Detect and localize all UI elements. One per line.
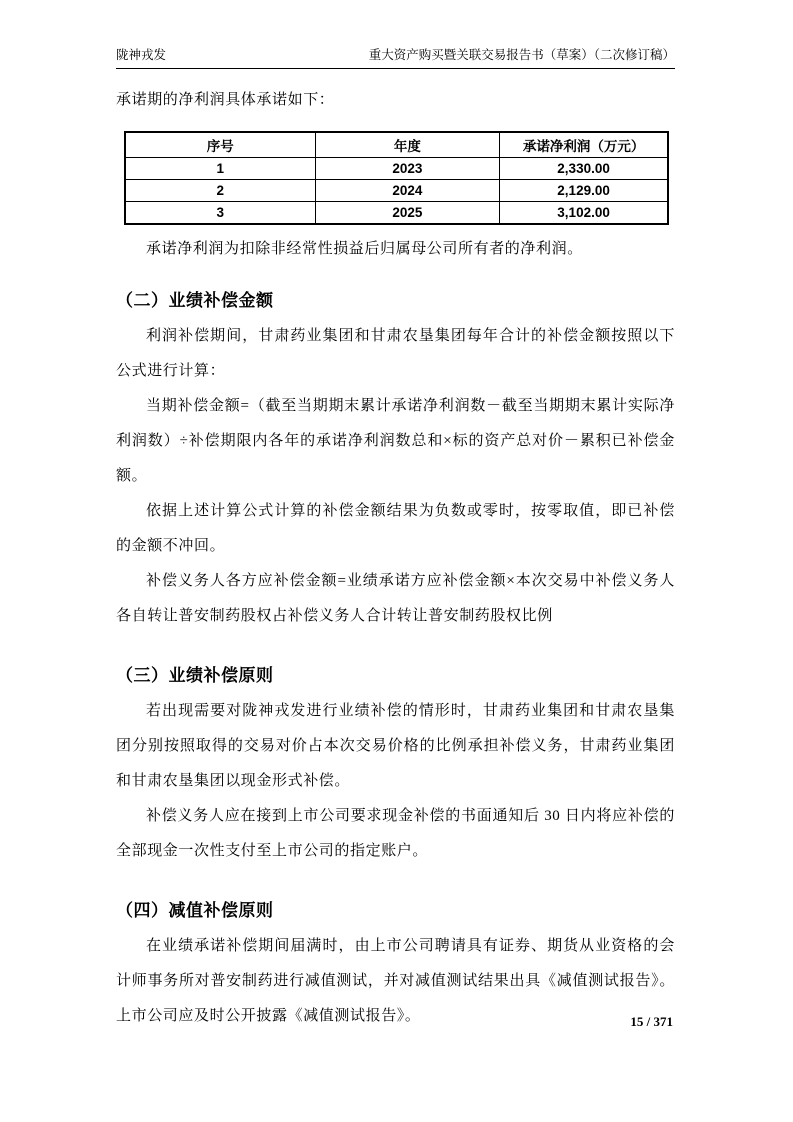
table-cell-profit: 3,102.00 [500,202,668,225]
section2-paragraph-1: 利润补偿期间，甘肃药业集团和甘肃农垦集团每年合计的补偿金额按照以下公式进行计算： [116,328,675,379]
table-cell-year: 2023 [315,158,500,180]
table-cell-seq: 3 [125,202,315,225]
section-heading-3: （三）业绩补偿原则 [116,666,274,685]
table-header-year: 年度 [315,132,500,158]
section-heading-4: （四）减值补偿原则 [116,901,274,920]
table-row [125,180,668,202]
table-cell-year: 2024 [315,180,500,202]
table-cell-seq: 1 [125,158,315,180]
running-header [116,48,675,69]
table-header-seq: 序号 [125,132,315,158]
section-heading-2: （二）业绩补偿金额 [116,291,274,310]
header-doc-title: 重大资产购买暨关联交易报告书（草案）（二次修订稿） [368,48,675,62]
section3-paragraph-1: 若出现需要对陇神戎发进行业绩补偿的情形时，甘肃药业集团和甘肃农垦集团分别按照取得的交易对价占本次交易价格的比例承担补偿义务，甘肃药业集团和甘肃农垦集团以现金形式补偿。 [116,703,675,789]
table-cell-profit: 2,129.00 [500,180,668,202]
section2-paragraph-3: 依据上述计算公式计算的补偿金额结果为负数或零时，按零取值，即已补偿的金额不冲回。 [116,503,675,554]
table-header-profit: 承诺净利润（万元） [500,132,668,158]
table-row [125,158,668,180]
table-row [125,202,668,225]
table-header-row [125,132,668,158]
section2-paragraph-4: 补偿义务人各方应补偿金额=业绩承诺方应补偿金额×本次交易中补偿义务人各自转让普安制药股权占补偿义务人合计转让普安制药股权比例 [116,573,675,624]
section2-formula-paragraph: 当期补偿金额=（截至当期期末累计承诺净利润数－截至当期期末累计实际净利润数）÷补偿期限内各年的承诺净利润数总和×标的资产总对价－累积已补偿金额。 [116,398,675,484]
section3-paragraph-2: 补偿义务人应在接到上市公司要求现金补偿的书面通知后 30 日内将应补偿的全部现金一次性支付至上市公司的指定账户。 [116,808,675,859]
header-company: 陇神戎发 [116,48,167,62]
page-number: 15 / 371 [630,1014,673,1029]
note-paragraph: 承诺净利润为扣除非经常性损益后归属母公司所有者的净利润。 [146,241,583,257]
table-cell-seq: 2 [125,180,315,202]
intro-paragraph: 承诺期的净利润具体承诺如下： [116,92,335,108]
table-cell-profit: 2,330.00 [500,158,668,180]
table-cell-year: 2025 [315,202,500,225]
section4-paragraph-1: 在业绩承诺补偿期间届满时，由上市公司聘请具有证券、期货从业资格的会计师事务所对普安制药进行减值测试，并对减值测试结果出具《减值测试报告》。上市公司应及时公开披露《减值测试报告》。 [116,938,675,1024]
profit-commitment-table [124,131,669,225]
